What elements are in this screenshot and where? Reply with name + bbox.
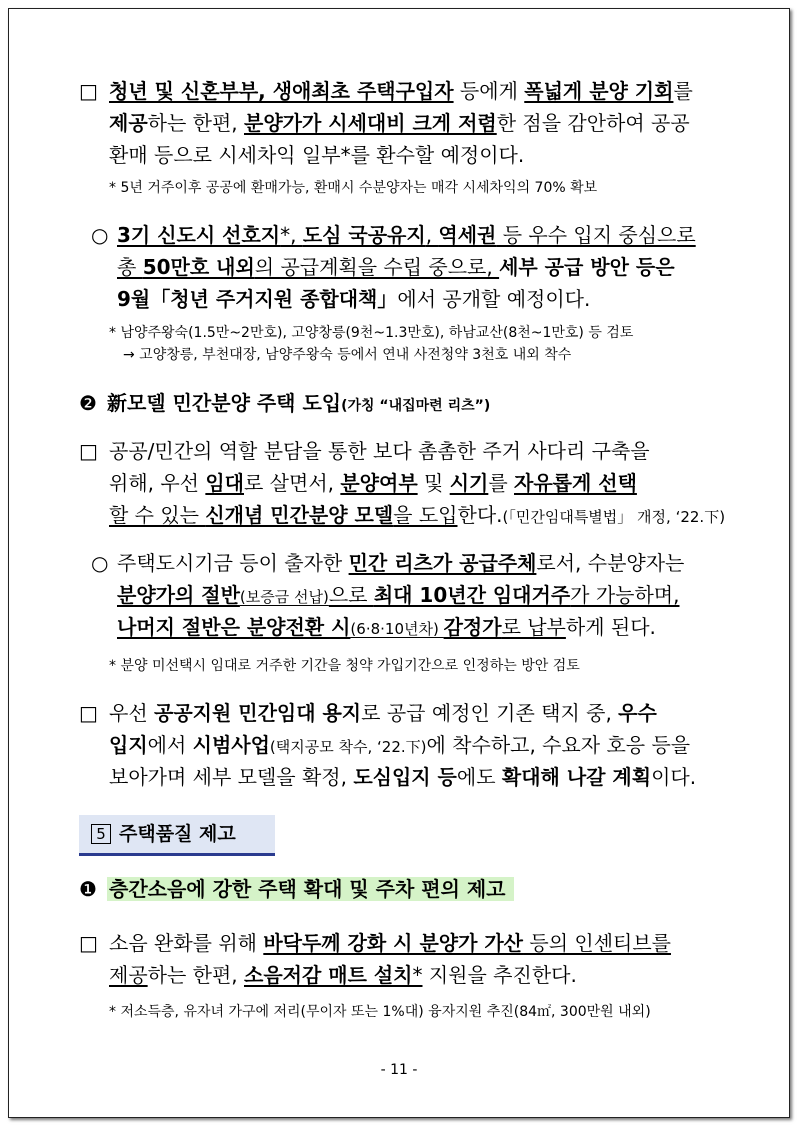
- text-run: 역세권: [438, 223, 497, 247]
- text-run: 위해, 우선: [109, 471, 206, 495]
- text-run: 보아가며 세부 모델을 확정,: [109, 765, 354, 789]
- footnote: * 저소득층, 유자녀 가구에 저리(무이자 또는 1%대) 융자지원 추진(84㎡, 300만원 내외): [109, 1004, 651, 1020]
- heading-subtitle: (가칭 “내집마련 리츠”): [341, 398, 491, 414]
- section-number: 5: [91, 824, 111, 844]
- text-run: ,: [425, 223, 439, 247]
- p5-line3: [109, 765, 696, 789]
- text-run: 를: [673, 79, 693, 103]
- text-run: 입지: [109, 733, 148, 757]
- footnote: * 5년 거주이후 공공에 환매가능, 환매시 수분양자는 매각 시세차익의 70% 확보: [109, 180, 598, 196]
- text-run: *,: [280, 223, 303, 247]
- heading-number: ❶: [79, 877, 97, 901]
- text-run: 가 가능하며,: [570, 583, 680, 607]
- text-run: 우선: [109, 701, 154, 725]
- text-run: (택지공모 착수, ‘22.下): [269, 738, 427, 756]
- text-run: 및: [417, 471, 450, 495]
- text-run: 하는 한편,: [147, 963, 244, 987]
- text-run: 로 납부: [501, 615, 566, 639]
- text-run: 에도: [456, 765, 502, 789]
- text-run: 공공지원 민간임대 용지: [154, 701, 362, 725]
- text-run: 의 공급계획을 수립 중으로,: [254, 255, 500, 279]
- text-run: 로 살면서,: [244, 471, 341, 495]
- p4-line3: [117, 615, 656, 641]
- bullet-marker: □: [79, 701, 98, 725]
- text-run: 이다.: [651, 765, 697, 789]
- document-page: [8, 8, 790, 1118]
- p2-line1: [117, 223, 696, 247]
- text-run: 제공: [109, 111, 148, 135]
- p3-line3: [109, 503, 725, 529]
- text-run: 자유롭게 선택: [514, 471, 637, 495]
- section-title: 주택품질 제고: [119, 823, 236, 845]
- text-run: 분양가가 시세대비 크게 저렴: [244, 111, 497, 135]
- text-run: 을 도입: [393, 503, 458, 527]
- text-run: 소음 완화를 위해: [109, 931, 264, 955]
- text-run: 등 우수 입지 중심으로: [496, 223, 696, 247]
- section-title-box: [79, 815, 275, 856]
- text-run: 할 수 있는: [109, 503, 206, 527]
- subsection-heading: [107, 877, 514, 901]
- text-run: (6·8·10년차): [350, 620, 444, 638]
- text-run: 50만호 내외: [142, 255, 255, 279]
- text-run: 도심 국공유지: [302, 223, 426, 247]
- text-run: 총: [117, 255, 143, 279]
- text-run: 민간 리츠가 공급주체: [348, 551, 537, 575]
- bullet-marker: □: [79, 79, 98, 103]
- text-run: 하는 한편,: [147, 111, 244, 135]
- p3-line2: [109, 471, 637, 495]
- text-run: 분양여부: [340, 471, 418, 495]
- text-run: 에 착수하고, 수요자 호응 등을: [426, 733, 691, 757]
- text-run: 주택도시기금 등이 출자한: [117, 551, 349, 575]
- heading-text: 층간소음에 강한 주택 확대 및 주차 편의 제고: [107, 877, 514, 901]
- text-run: *: [412, 963, 423, 987]
- bullet-marker: ○: [91, 551, 109, 575]
- text-run: 한 점을 감안하여 공공: [496, 111, 690, 135]
- text-run: 시범사업: [192, 733, 270, 757]
- text-run: 지원을 추진한다.: [422, 963, 577, 987]
- bullet-marker: □: [79, 931, 98, 955]
- text-run: 3기 신도시 선호지: [117, 223, 281, 247]
- bullet-marker: ○: [91, 223, 109, 247]
- text-run: 에서 공개할 예정이다.: [397, 287, 591, 311]
- heading-text: 新모델 민간분양 주택 도입: [107, 391, 342, 415]
- text-run: 분양가의 절반: [117, 583, 240, 607]
- heading-number: ❷: [79, 391, 97, 415]
- text-run: 감정가: [443, 615, 502, 639]
- p1-line1: [109, 79, 693, 103]
- text-run: 나머지 절반은 분양전환 시: [117, 615, 351, 639]
- text-run: 로 공급 예정인 기존 택지 중,: [361, 701, 619, 725]
- p4-line1: [117, 551, 684, 575]
- footnote: * 분양 미선택시 임대로 거주한 기간을 청약 가입기간으로 인정하는 방안 검토: [109, 658, 580, 674]
- footnote: → 고양창릉, 부천대장, 남양주왕숙 등에서 연내 사전청약 3천호 내외 착수: [123, 347, 572, 363]
- text-run: 으로: [328, 583, 374, 607]
- text-run: 를: [488, 471, 515, 495]
- text-run: 한다.: [457, 503, 503, 527]
- text-run: 확대해 나갈 계획: [501, 765, 652, 789]
- bullet-marker: □: [79, 439, 98, 463]
- text-run: 로서, 수분양자는: [536, 551, 685, 575]
- text-run: 신개념 민간분양 모델: [205, 503, 394, 527]
- text-run: 등에게: [453, 79, 525, 103]
- p6-line2: [109, 963, 577, 987]
- text-run: 폭넓게 분양 기회: [524, 79, 674, 103]
- p4-line2: [117, 583, 679, 609]
- p3-line1: 공공/민간의 역할 분담을 통한 보다 촘촘한 주거 사다리 구축을: [109, 439, 650, 463]
- text-run: 에서: [147, 733, 193, 757]
- text-run: 하게 된다.: [565, 615, 656, 639]
- text-run: 우수: [618, 701, 657, 725]
- p1-line2: [109, 111, 690, 135]
- p2-line3: [117, 287, 590, 311]
- text-run: (보증금 선납): [239, 588, 329, 606]
- text-run: 바닥두께 강화 시 분양가 가산: [263, 931, 524, 955]
- text-run: 소음저감 매트 설치: [244, 963, 413, 987]
- text-run: 임대: [205, 471, 244, 495]
- section-heading: [107, 391, 490, 418]
- p2-line2: [117, 255, 675, 279]
- text-run: 도심입지 등: [353, 765, 457, 789]
- p1-line3: 환매 등으로 시세차익 일부*를 환수할 예정이다.: [109, 143, 525, 167]
- page-number: - 11 -: [380, 1062, 418, 1078]
- text-run: 시기: [449, 471, 489, 495]
- footnote: * 남양주왕숙(1.5만~2만호), 고양창릉(9천~1.3만호), 하남교산(8천~1만호) 등 검토: [109, 325, 634, 341]
- text-run: 등의 인센티브를: [523, 931, 671, 955]
- text-run: 청년 및 신혼부부, 생애최초 주택구입자: [109, 79, 454, 103]
- p5-line2: [109, 733, 690, 759]
- p6-line1: [109, 931, 671, 955]
- text-run: 최대 10년간 임대거주: [373, 583, 571, 607]
- text-run: (「민간임대특별법」 개정, ‘22.下): [502, 508, 726, 526]
- text-run: 제공: [109, 963, 148, 987]
- text-run: 세부 공급 방안 등은: [499, 255, 675, 279]
- p5-line1: [109, 701, 657, 725]
- text-run: 9월「청년 주거지원 종합대책」: [117, 287, 398, 311]
